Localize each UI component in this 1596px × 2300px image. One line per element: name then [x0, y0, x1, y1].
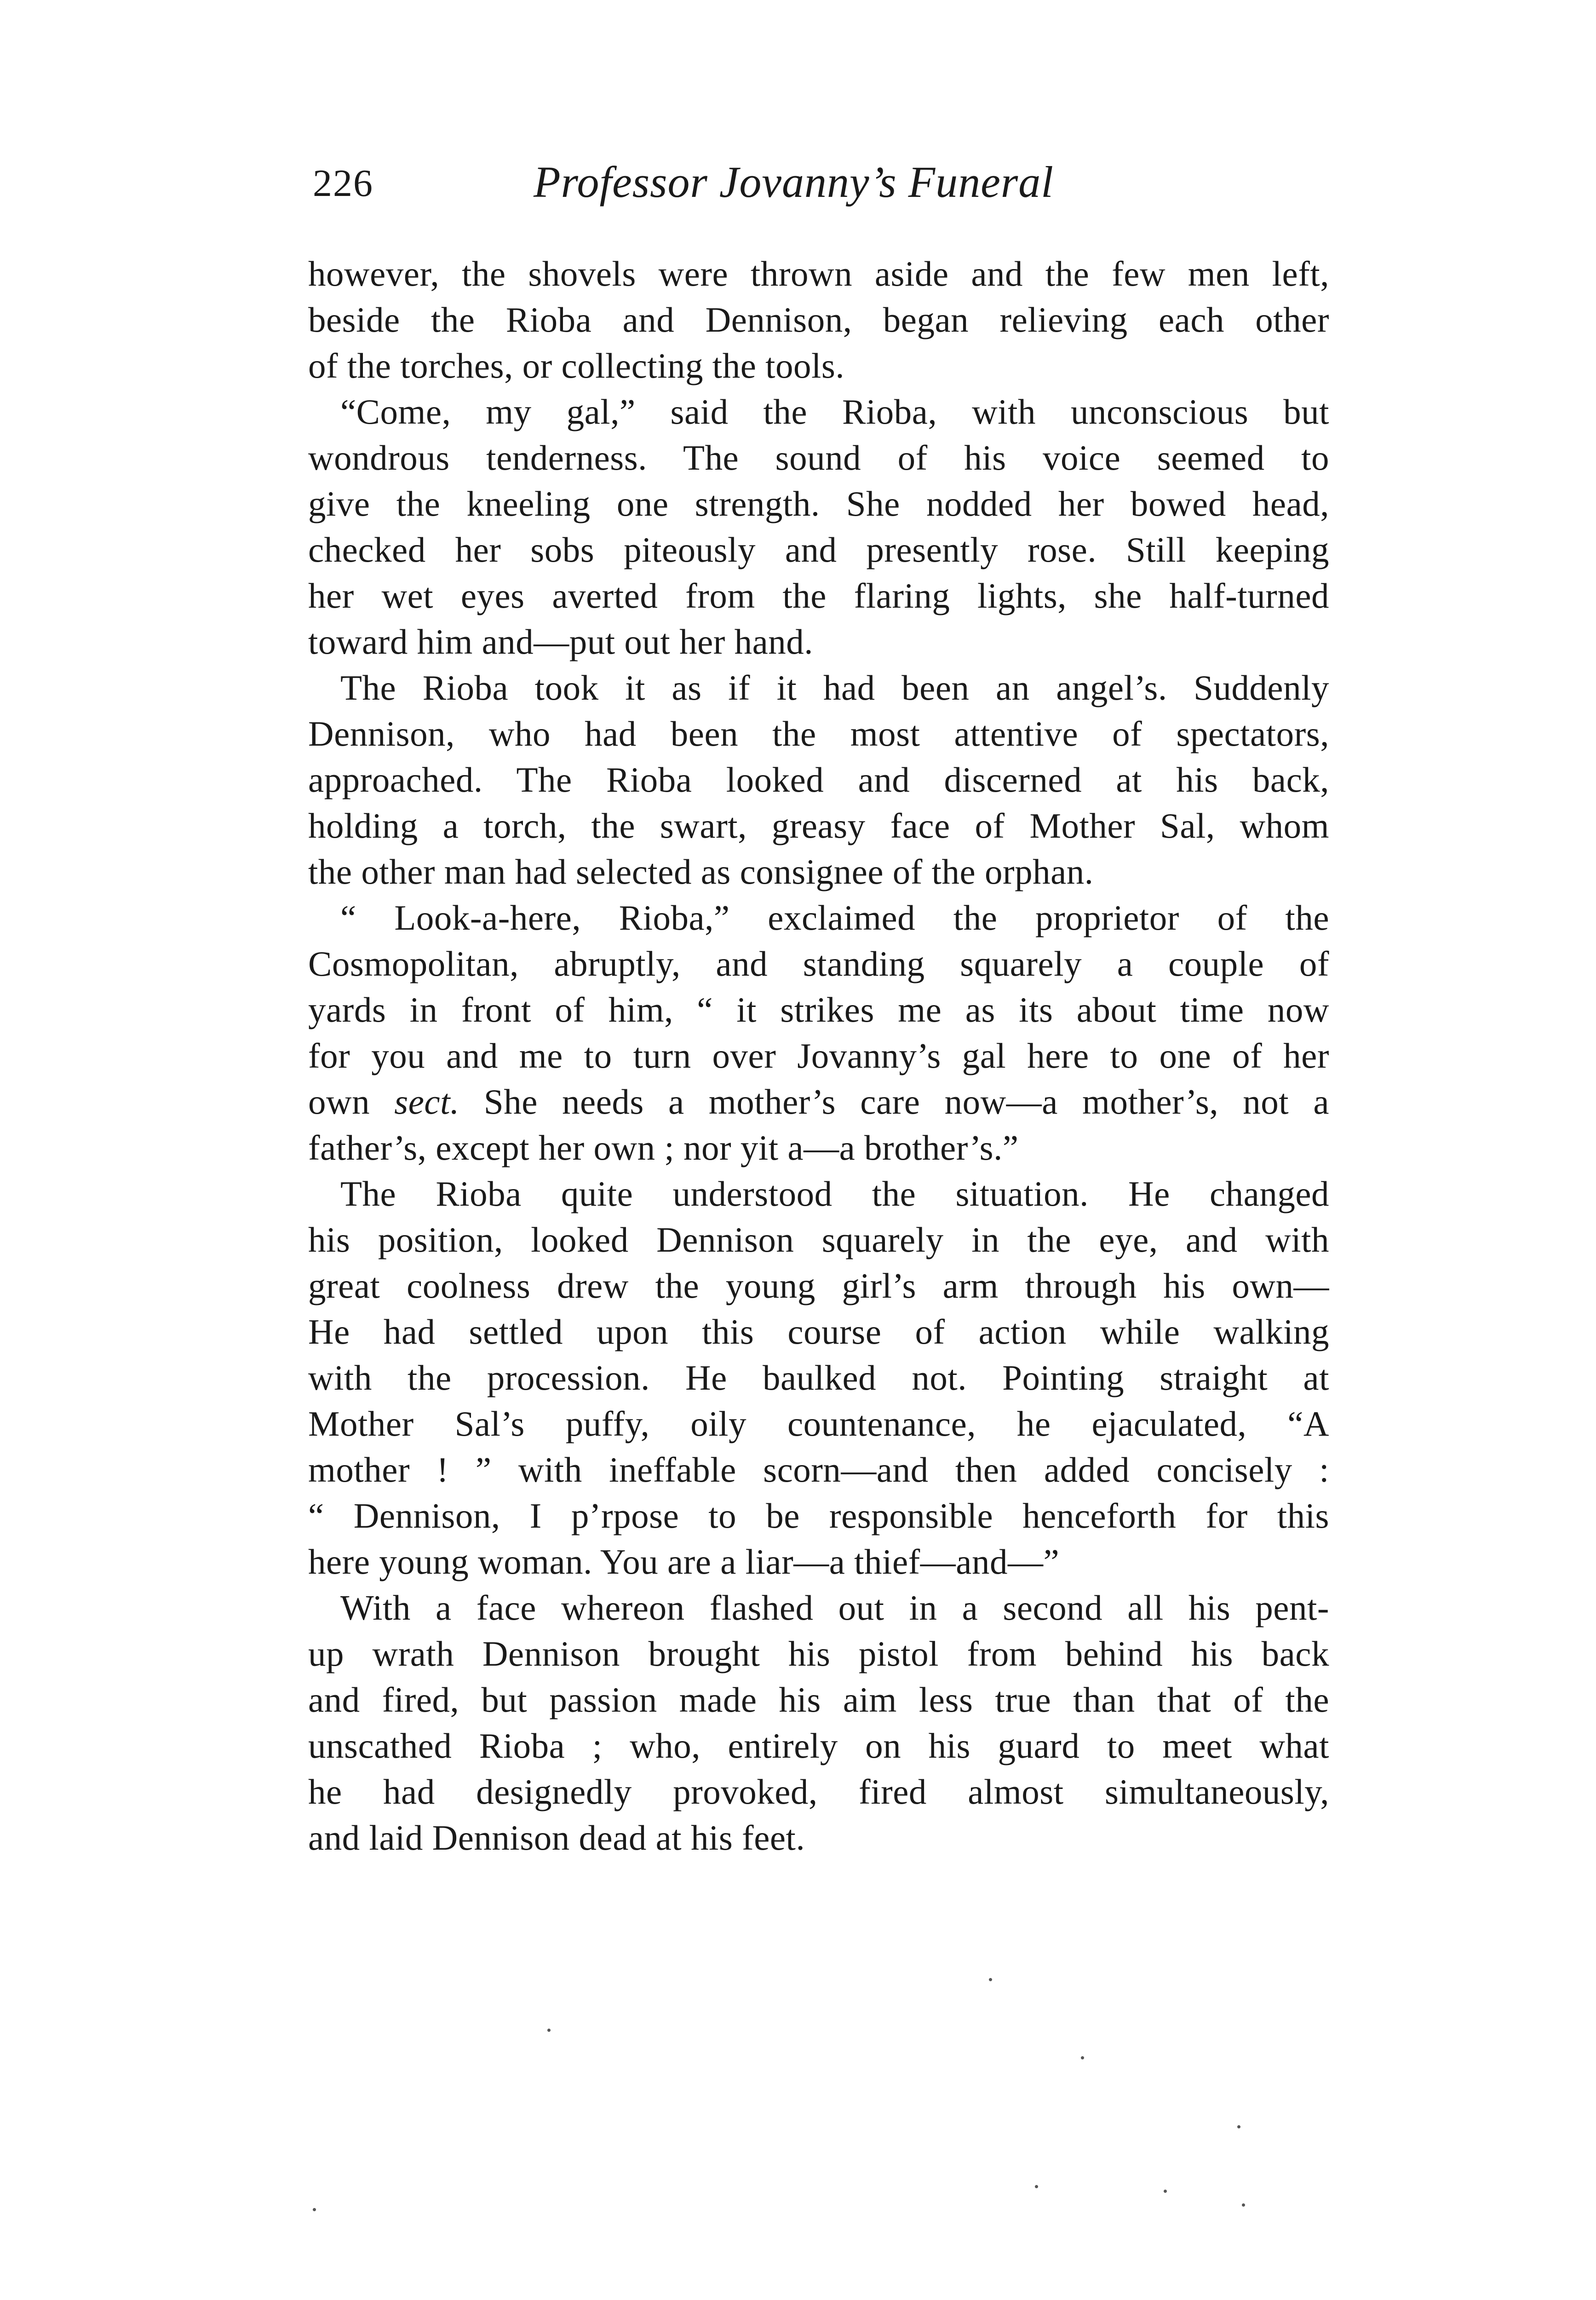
- text-line: here young woman. You are a liar—a thief—and—”: [308, 1542, 1060, 1581]
- italic-word: sect.: [394, 1082, 459, 1121]
- text-line: “ Look-a-here, Rioba,” exclaimed the proprietor of the: [340, 898, 1329, 937]
- text-line: and fired, but passion made his aim less true than that of the: [308, 1680, 1329, 1719]
- text-line: Cosmopolitan, abruptly, and standing squarely a couple of: [308, 944, 1329, 983]
- running-title: Professor Jovanny’s Funeral: [534, 157, 1054, 207]
- text-line: wondrous tenderness. The sound of his voice seemed to: [308, 438, 1329, 477]
- text-line: up wrath Dennison brought his pistol from behind his back: [308, 1634, 1329, 1673]
- text-line: yards in front of him, “ it strikes me as its about time now: [308, 990, 1329, 1029]
- text-line: Dennison, who had been the most attentive of spectators,: [308, 714, 1329, 753]
- text-line: unscathed Rioba ; who, entirely on his guard to meet what: [308, 1726, 1329, 1765]
- paper-speck: [1242, 2203, 1245, 2207]
- text-line: he had designedly provoked, fired almost simultaneously,: [308, 1772, 1329, 1811]
- text-line: of the torches, or collecting the tools.: [308, 346, 845, 385]
- text-line: her wet eyes averted from the flaring lights, she half-turned: [308, 576, 1329, 615]
- paper-speck: [1237, 2125, 1240, 2128]
- text-line: for you and me to turn over Jovanny’s gal here to one of her: [308, 1036, 1329, 1075]
- text-line: checked her sobs piteously and presently rose. Still keeping: [308, 530, 1329, 569]
- text-line: however, the shovels were thrown aside and the few men left,: [308, 254, 1329, 293]
- paper-speck: [1081, 2056, 1084, 2059]
- text-line: approached. The Rioba looked and discerned at his back,: [308, 760, 1329, 799]
- text-line: his position, looked Dennison squarely in the eye, and with: [308, 1220, 1329, 1259]
- paper-speck: [989, 1978, 992, 1981]
- text-line: own sect. She needs a mother’s care now—a mother’s, not a: [308, 1082, 1329, 1121]
- text-line: holding a torch, the swart, greasy face of Mother Sal, whom: [308, 806, 1329, 845]
- paper-speck: [1035, 2185, 1038, 2188]
- text-line: with the procession. He baulked not. Pointing straight at: [308, 1358, 1329, 1397]
- paper-speck: [1164, 2190, 1167, 2193]
- text-line: mother ! ” with ineffable scorn—and then added concisely :: [308, 1450, 1329, 1489]
- text-line: father’s, except her own ; nor yit a—a brother’s.”: [308, 1128, 1019, 1167]
- text-line: He had settled upon this course of action while walking: [308, 1312, 1329, 1351]
- text-line: beside the Rioba and Dennison, began relieving each other: [308, 300, 1329, 339]
- text-line: Mother Sal’s puffy, oily countenance, he ejaculated, “A: [308, 1404, 1329, 1443]
- text-line: With a face whereon flashed out in a second all his pent-: [340, 1588, 1329, 1627]
- paper-speck: [313, 2208, 316, 2211]
- running-head: [313, 156, 1325, 221]
- text-line: The Rioba took it as if it had been an angel’s. Suddenly: [340, 668, 1329, 707]
- text-line: The Rioba quite understood the situation. He changed: [340, 1174, 1329, 1213]
- paper-speck: [547, 2029, 551, 2032]
- text-line: great coolness drew the young girl’s arm through his own—: [308, 1266, 1329, 1305]
- text-line: give the kneeling one strength. She nodded her bowed head,: [308, 484, 1329, 523]
- text-line: the other man had selected as consignee of the orphan.: [308, 852, 1094, 891]
- text-line: “Come, my gal,” said the Rioba, with unconscious but: [340, 392, 1329, 431]
- text-line: and laid Dennison dead at his feet.: [308, 1818, 805, 1857]
- text-line: toward him and—put out her hand.: [308, 622, 814, 661]
- text-body: [308, 251, 1329, 1861]
- text-line: “ Dennison, I p’rpose to be responsible henceforth for this: [308, 1496, 1329, 1535]
- page-number: 226: [313, 162, 373, 205]
